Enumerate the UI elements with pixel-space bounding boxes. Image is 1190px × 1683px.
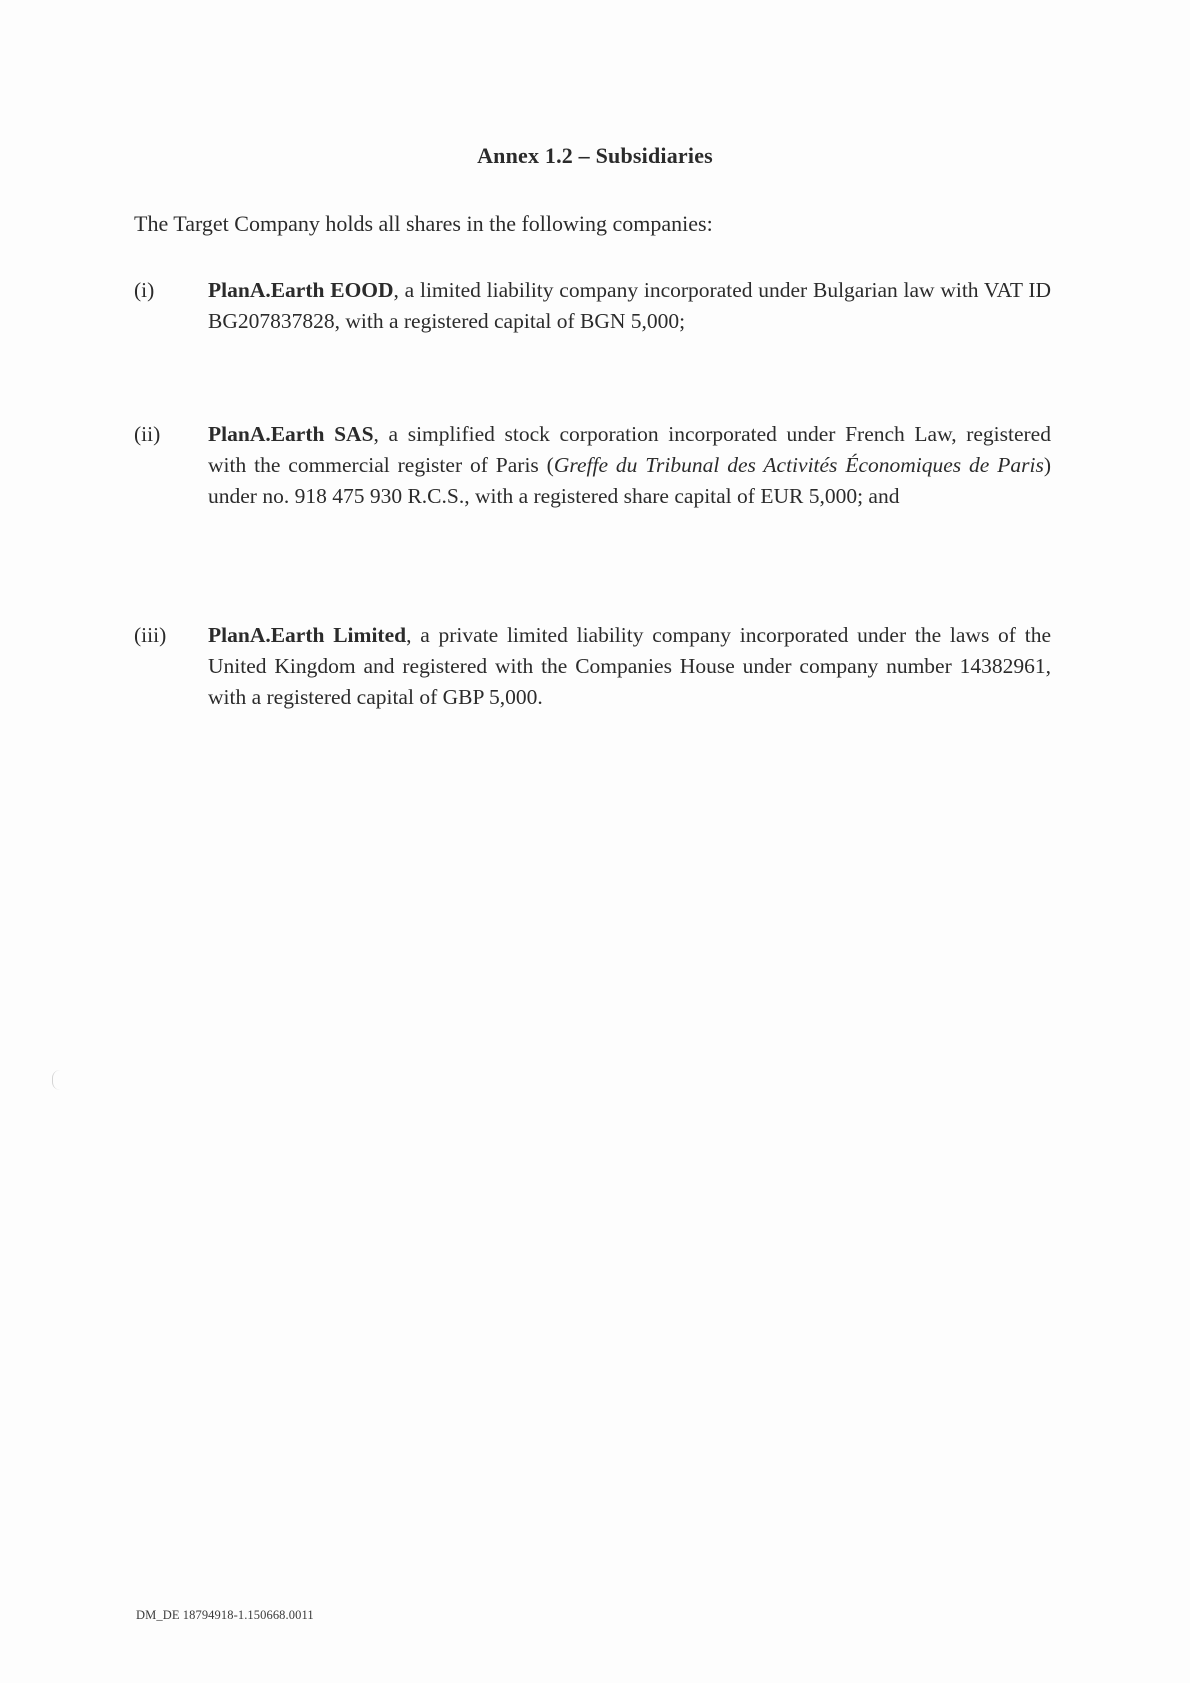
subsidiary-item-3 [134,620,1051,713]
register-name: Greffe du Tribunal des Activités Économiques de Paris [553,453,1044,477]
company-name: PlanA.Earth Limited [208,623,407,647]
company-name: PlanA.Earth SAS [208,422,374,446]
subsidiary-item-1 [134,275,1051,337]
company-description-end: ) under no. 918 475 930 R.C.S., with a registered share capital of EUR 5,000; and [208,453,1051,508]
item-number: (iii) [134,623,167,647]
item-body [208,419,1051,512]
company-description: , a limited liability company incorporated under Bulgarian law with VAT ID BG207837828, with a registered capital of BGN 5,000; [208,278,1052,333]
subsidiary-item-2 [134,419,1051,512]
company-name: PlanA.Earth EOOD [208,278,394,302]
document-reference: DM_DE 18794918-1.150668.0011 [136,1608,314,1622]
item-number: (i) [134,278,155,302]
scan-artifact [52,1070,61,1090]
company-description: , a simplified stock corporation incorporated under French Law, registered with the commercial register of Paris ( [208,422,1051,477]
intro-text: The Target Company holds all shares in the following companies: [134,211,713,236]
item-body [208,620,1051,713]
company-description: , a private limited liability company incorporated under the laws of the United Kingdom and registered with the Companies House under company number 14382961, with a registered capital of GBP 5,000. [208,623,1051,709]
annex-title: Annex 1.2 – Subsidiaries [477,143,713,168]
item-body [208,275,1051,337]
item-number: (ii) [134,422,161,446]
